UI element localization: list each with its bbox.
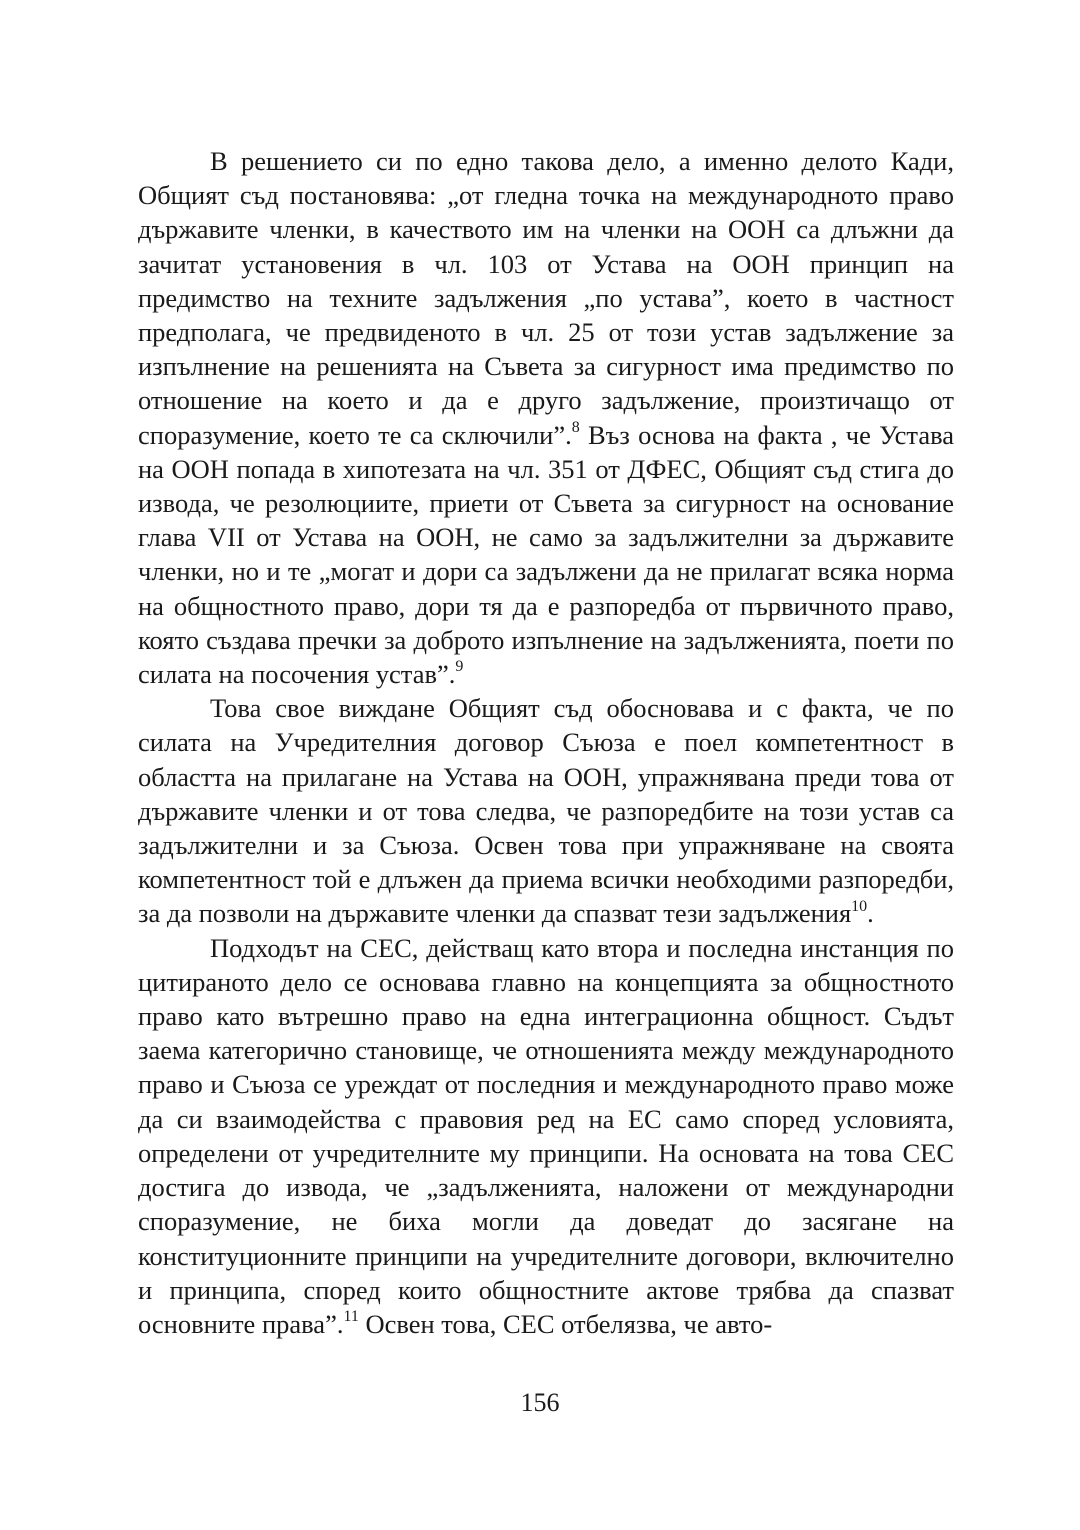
footnote-marker[interactable]: 11 — [343, 1308, 359, 1326]
paragraph-text: Това свое виждане Общият съд обосновава и с факта, че по силата на Учредителния договор Съюза е поел компетентност в областта на прилагане на Устава на ООН, упражнявана преди това от държавите членки и от това следва, че разпоредбите на този устав са задължителни и за Съюза. Освен това при упражняване на своята компетентност той е длъжен да приема всички необходими разпоредби, за да позволи на държавите членки да спазват тези задължения — [138, 693, 954, 929]
paragraph-text: Подходът на СЕС, действащ като втора и последна инстанция по цитираното дело се основава главно на концепцията за общностното право като вътрешно право на една интеграционна общност. Съдът заема категорично становище, че отношенията между международното право и Съюза се уреждат от последния и международното право може да си взаимодейства с правовия ред на ЕС само според условията, определени от учредителните му принципи. На основата на това СЕС достига до извода, че „задълженията, наложени от международни споразумение, не биха могли да доведат до засягане на конституционните принципи на учредителните договори, включително и принципа, според които общностните актове трябва да спазват основните права”. — [138, 932, 954, 1339]
footnote-marker[interactable]: 8 — [571, 418, 580, 436]
paragraph-text: Освен това, СЕС отбелязва, че авто- — [358, 1308, 773, 1339]
paragraph — [138, 931, 954, 1341]
paragraph-text: Въз основа на факта , че Устава на ООН попада в хипотезата на чл. 351 от ДФЕС, Общият съд стига до извода, че резолюциите, приети от Съвета за сигурност на основание глава VII от Устава на ООН, не само за задължителни за държавите членки, но и те „могат и дори са задължени да не прилагат всяка норма на общностното право, дори тя да е разпоредба от първичното право, която създава пречки за доброто изпълнение на задълженията, поети по силата на посочения устав”. — [138, 419, 955, 690]
footnote-marker[interactable]: 9 — [455, 658, 464, 676]
paragraph — [138, 144, 954, 691]
paragraph — [138, 691, 954, 930]
paragraph-text: В решението си по едно такова дело, а именно делото Кади, Общият съд постановява: „от гледна точка на международното право държавите членки, в качеството им на членки на ООН са длъжни да зачитат установения в чл. 103 от Устава на ООН принцип на предимство на техните задължения „по устава”, което в частност предполага, че предвиденото в чл. 25 от този устав задължение за изпълнение на решенията на Съвета за сигурност има предимство по отношение на което и да е друго задължение, произтичащо от споразумение, което те са сключили”. — [138, 146, 954, 450]
page-number: 156 — [520, 1388, 560, 1417]
paragraph-text: . — [867, 898, 874, 929]
document-body — [138, 144, 954, 1341]
footnote-marker[interactable]: 10 — [851, 897, 868, 915]
